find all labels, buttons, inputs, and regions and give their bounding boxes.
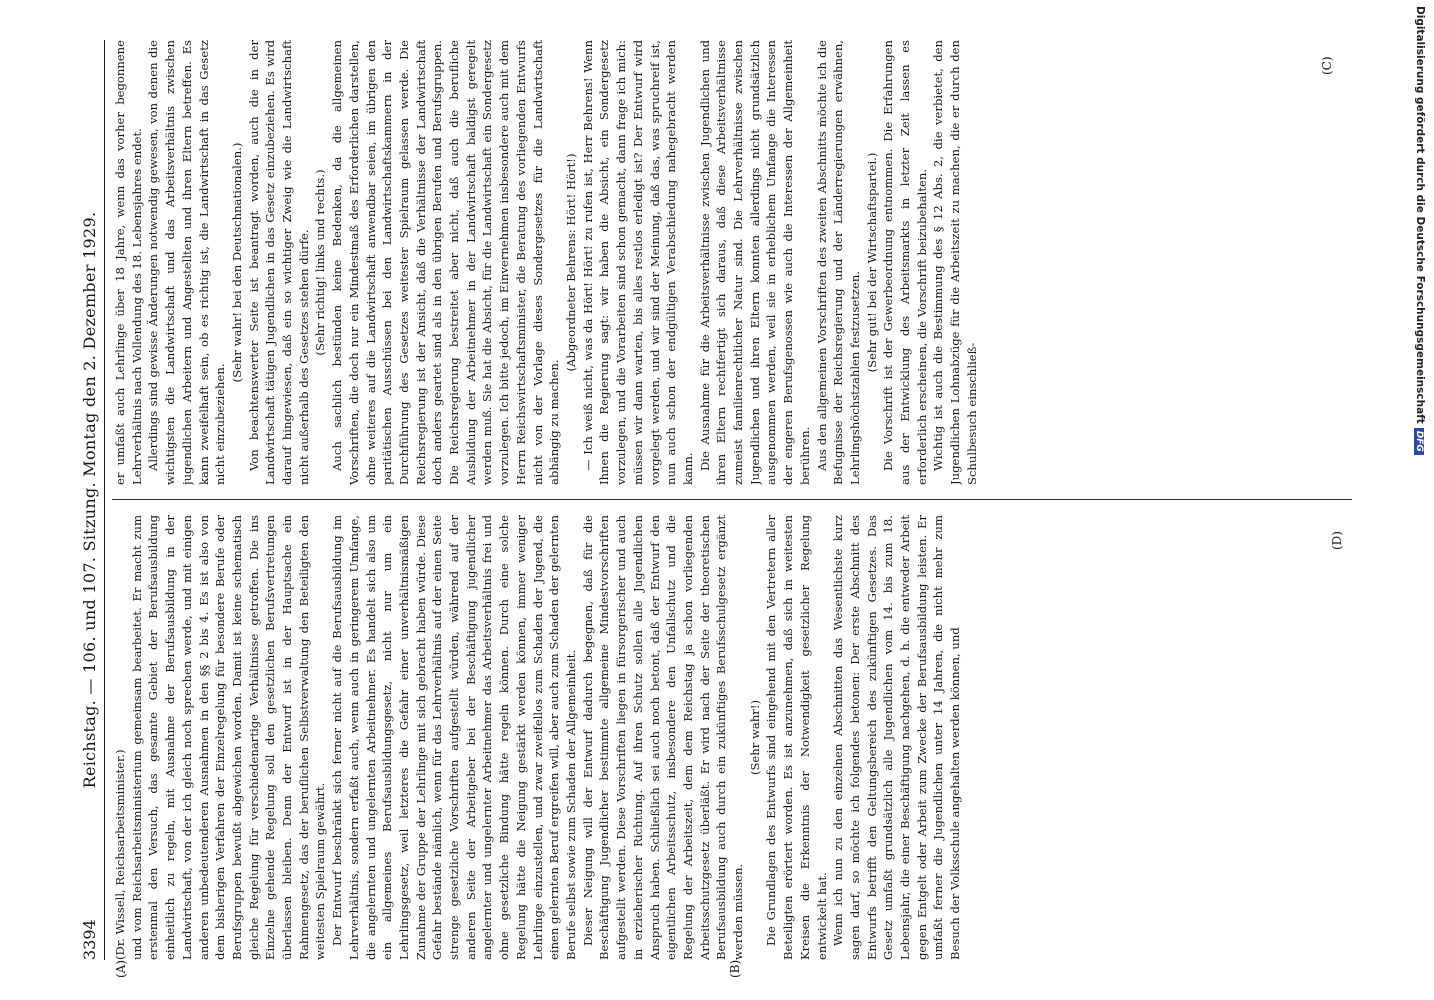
margin-letter-c: (C)	[1320, 56, 1334, 75]
left-column	[112, 515, 1352, 960]
paragraph: Der Entwurf beschränkt sich ferner nicht auf die Berufsausbildung im Lehrverhältnis, sondern erfaßt auch, wenn auch in geringerem Umfange, die angelernten und ungelernten Arbeitnehmer. Es handelt sich also um ein allgemeines Berufsausbildungsgesetz, nicht nur um ein Lehrlingsgesetz, weil letzteres die Gefahr einer unverhältnismäßigen Zunahme der Gruppe der Lehrlinge mit sich gebracht haben würde. Diese Gefahr bestände nämlich, wenn für das Lehrverhältnis auf der einen Seite strenge gesetzliche Vorschriften aufgestellt würden, während auf der anderen Seite der Arbeitgeber bei der Beschäftigung jugendlicher angelernter und ungelernter Arbeitnehmer das Arbeitsverhältnis frei und ohne gesetzliche Bindung hätte regeln können. Durch eine solche Regelung hätte die Neigung gestärkt werden können, immer weniger Lehrlinge einzustellen, und zwar zweifellos zum Schaden der Jugend, die einen gelernten Beruf ergreifen will, aber auch zum Schaden der gelernten Berufe selbst sowie zum Schaden der Allgemeinheit.	[330, 515, 578, 960]
paragraph: Allerdings sind gewisse Änderungen notwendig gewesen, von denen die wichtigsten die Landwirtschaft und das Arbeitsverhältnis zwischen jugendlichen Arbeitern und Angestellten und ihren Eltern betreffen. Es kann zweifelhaft sein, ob es richtig ist, die Landwirtschaft in das Gesetz nicht einzubeziehen.	[146, 40, 228, 485]
paragraph: Aus den allgemeinen Vorschriften des zweiten Abschnitts möchte ich die Befugnisse der Reichsregierung und der Länderregierungen erwähnen, Lehrlingshöchstzahlen festzusetzen.	[814, 40, 862, 485]
margin-letter-b: (B)	[728, 959, 742, 978]
right-column	[112, 40, 1352, 485]
paragraph: Die Grundlagen des Entwurfs sind eingehend mit den Vertretern aller Beteiligten erörtert worden. Es ist anzunehmen, daß sich in weitesten Kreisen die Erkenntnis der Notwendigkeit gesetzlicher Regelung entwickelt hat.	[764, 515, 829, 960]
paragraph: Die Ausnahme für die Arbeitsverhältnisse zwischen Jugendlichen und ihren Eltern rechtfertigt sich daraus, daß diese Arbeitsverhältnisse zumeist familienrechtlicher Natur sind. Die Lehrverhältnisse zwischen Jugendlichen und ihren Eltern konnten allerdings nicht grundsätzlich ausgenommen werden, weil sie in erheblichem Umfange die Interessen der engeren Berufsgenossen wie auch die Interessen der Allgemeinheit berühren.	[697, 40, 812, 485]
paragraph: (Sehr richtig! links und rechts.)	[313, 169, 328, 356]
paragraph: Auch sachlich bestünden keine Bedenken, da die allgemeinen Vorschriften, die doch nur ein Mindestmaß des Erforderlichen darstellen, ohne weiteres auf die Landwirtschaft anwendbar seien, im übrigen den paritätischen Ausschüssen bei den Landwirtschaftskammern in der Durchführung des Gesetzes weitester Spielraum gelassen werde. Die Reichsregierung ist der Ansicht, daß die Verhältnisse der Landwirtschaft doch anders geartet sind als in den übrigen Berufen und Berufsgruppen. Die Reichsregierung bestreitet aber nicht, daß auch die berufliche Ausbildung der Arbeitnehmer in der Landwirtschaft baldigst geregelt werden muß. Sie hat die Absicht, für die Landwirtschaft ein Sondergesetz vorzulegen. Ich bitte jedoch, im Einvernehmen insbesondere auch mit dem Herrn Reichswirtschaftsminister, die Beratung des vorliegenden Entwurfs nicht von der Vorlage dieses Sondergesetzes für die Landwirtschaft abhängig zu machen.	[330, 40, 562, 485]
rotated-page-content	[0, 20, 1376, 980]
paragraph: — Ich weiß nicht, was da Hört! Hört! zu rufen ist, Herr Behrens! Wenn Ihnen die Regierung sagt: wir haben die Absicht, ein Sondergesetz vorzulegen, und die Vorarbeiten sind schon gemacht, dann frage ich mich: müssen wir dann warten, bis alles restlos erledigt ist? Der Entwurf wird vorgelegt werden, und wir sind der Meinung, daß das, was spruchreif ist, nun auch schon der endgültigen Verabschiedung nahegebracht werden kann.	[580, 40, 695, 485]
paragraph: Wenn ich nun zu den einzelnen Abschnitten das Wesentlichste kurz sagen darf, so möchte ich folgendes betonen: Der erste Abschnitt des Entwurfs betrifft den Geltungsbereich des zukünftigen Gesetzes. Das Gesetz umfaßt grundsätzlich alle Jugendlichen vom 14. bis zum 18. Lebensjahr, die einer Beschäftigung nachgehen, d. h. die entweder Arbeit gegen Entgelt oder Arbeit zum Zwecke der Berufsausbildung leisten. Er umfaßt ferner die Jugendlichen unter 14 Jahren, die nicht mehr zum Besuch der Volksschule angehalten werden können, und	[831, 515, 963, 960]
paragraph: (Sehr gut! bei der Wirtschaftspartei.)	[864, 152, 879, 373]
paragraph: er umfaßt auch Lehrlinge über 18 Jahre, wenn das vorher begonnene Lehrverhältnis nach Vollendung des 18. Lebensjahres endet.	[113, 40, 144, 485]
margin-letter-a: (A)	[114, 959, 128, 978]
page-number: 3394	[80, 919, 99, 960]
digitization-note	[1408, 6, 1426, 992]
running-title: Reichstag. — 106. und 107. Sitzung. Montag den 2. Dezember 1929.	[80, 211, 99, 789]
margin-letter-d: (D)	[1330, 531, 1344, 550]
paragraph: Dieser Neigung will der Entwurf dadurch begegnen, daß für die Beschäftigung Jugendlicher bestimmte allgemeine Mindestvorschriften aufgestellt werden. Diese Vorschriften liegen in fürsorgerischer und auch in erzieherischer Richtung. Auf ihren Schutz sollen alle Jugendlichen Anspruch haben. Schließlich sei auch noch betont, daß der Entwurf den eigentlichen Arbeitsschutz, insbesondere den Unfallschutz und die Regelung der Arbeitszeit, dem dem Reichstag ja schon vorliegenden Arbeitsschutzgesetz überläßt. Er wird nach der Seite der theoretischen Berufsausbildung auch durch ein zukünftiges Berufsschulgesetz ergänzt werden müssen.	[580, 515, 746, 960]
dfg-logo: DFG	[1414, 428, 1424, 455]
text-columns	[112, 40, 1352, 960]
header-rule	[104, 40, 105, 960]
paragraph: (Abgeordneter Behrens: Hört! Hört!)	[563, 153, 578, 372]
digitization-text: Digitalisierung gefördert durch die Deutsche Forschungsgemeinschaft	[1414, 6, 1426, 424]
paragraph: (Sehr wahr!)	[747, 699, 762, 776]
paragraph: Von beachtenswerter Seite ist beantragt worden, auch die in der Landwirtschaft tätigen Jugendlichen in das Gesetz einzubeziehen. Es wird darauf hingewiesen, daß ein so wichtiger Zweig wie die Landwirtschaft nicht außerhalb des Gesetzes stehen dürfe.	[246, 40, 311, 485]
paragraph: Wichtig ist auch die Bestimmung des § 12 Abs. 2, die verbietet, den Jugendlichen Lohnabzüge für die Arbeitszeit zu machen, die er durch den Schulbesuch einschließ-	[931, 40, 979, 485]
page-header	[80, 40, 110, 960]
column-divider	[112, 499, 1352, 500]
paragraph: Die Vorschrift ist der Gewerbeordnung entnommen. Die Erfahrungen aus der Entwicklung des Arbeitsmarkts in letzter Zeit lassen es erforderlich erscheinen, die Vorschrift beizubehalten.	[881, 40, 929, 485]
paragraph: und vom Reichsarbeitsministerium gemeinsam bearbeitet. Er macht zum erstenmal den Versuch, das gesamte Gebiet der Berufsausbildung einheitlich zu regeln, mit Ausnahme der Berufsausbildung in der Landwirtschaft, von der ich gleich noch sprechen werde, und mit einigen anderen unbedeutenderen Ausnahmen in den §§ 2 bis 4. Es ist also von dem bisherigen Verfahren der Einzelregelung für besondere Berufe oder Berufsgruppen bewußt abgewichen worden. Damit ist keine schematisch gleiche Regelung für verschiedenartige Verhältnisse getroffen. Die ins Einzelne gehende Regelung soll den gesetzlichen Berufsvertretungen überlassen bleiben. Denn der Entwurf ist in der Hauptsache ein Rahmengesetz, das der beruflichen Selbstverwaltung den Beteiligten den weitesten Spielraum gewährt.	[129, 515, 328, 960]
paragraph: (Dr. Wissell, Reichsarbeitsminister.)	[113, 749, 127, 960]
paragraph: (Sehr wahr! bei den Deutschnationalen.)	[229, 142, 244, 383]
